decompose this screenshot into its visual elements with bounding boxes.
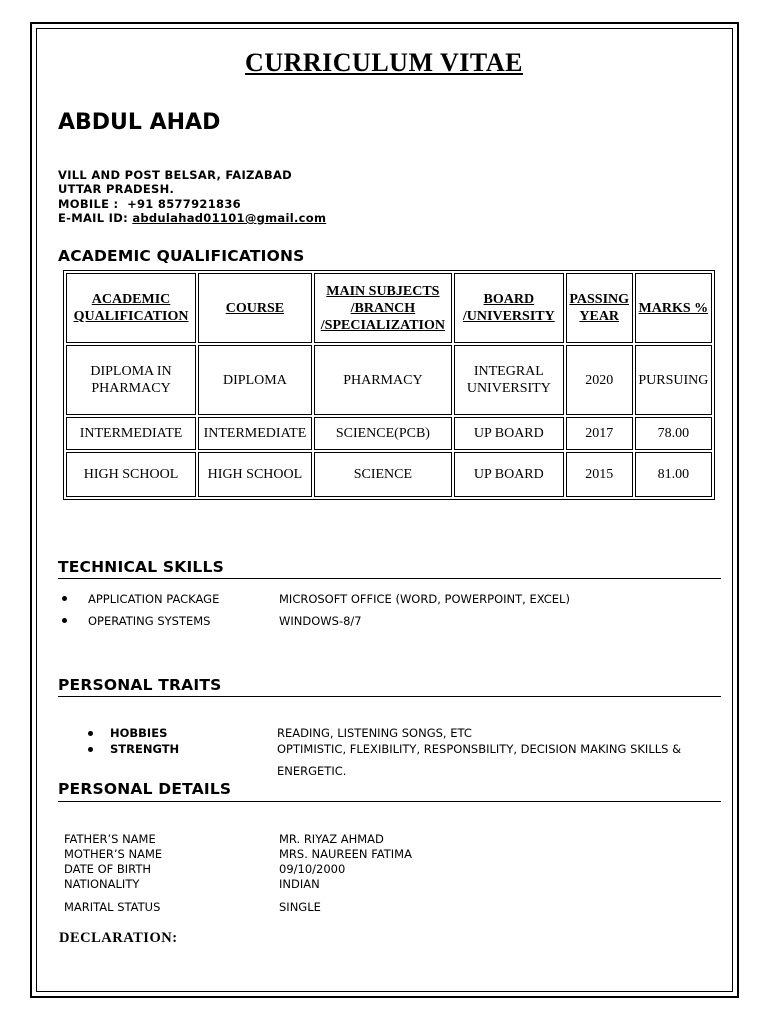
table-row: [66, 345, 712, 415]
academic-heading: ACADEMIC QUALIFICATIONS: [58, 247, 305, 265]
trait-value: OPTIMISTIC, FLEXIBILITY, RESPONSBILITY, DECISION MAKING SKILLS &: [277, 742, 682, 756]
skill-label: APPLICATION PACKAGE: [88, 592, 220, 606]
skill-value: MICROSOFT OFFICE (WORD, POWERPOINT, EXCEL): [279, 592, 570, 606]
mobile-label: MOBILE :: [58, 197, 128, 211]
bullet-icon: [88, 731, 93, 736]
trait-value-continued: ENERGETIC.: [277, 764, 347, 778]
table-cell: 81.00: [635, 452, 712, 497]
candidate-name: ABDUL AHAD: [58, 110, 221, 135]
bullet-icon: [88, 747, 93, 752]
table-header-row: [66, 273, 712, 343]
personal-traits-heading: PERSONAL TRAITS: [58, 676, 222, 694]
table-cell: DIPLOMA: [198, 345, 312, 415]
col-header-marks: MARKS %: [635, 273, 712, 343]
detail-label: DATE OF BIRTH: [64, 862, 152, 876]
detail-value: INDIAN: [279, 877, 320, 891]
declaration-heading: DECLARATION:: [59, 930, 178, 946]
email-link[interactable]: abdulahad01101@gmail.com: [132, 211, 327, 225]
table-cell: HIGH SCHOOL: [198, 452, 312, 497]
table-row: [66, 417, 712, 450]
detail-label: FATHER’S NAME: [64, 832, 156, 846]
table-cell: 78.00: [635, 417, 712, 450]
table-cell: SCIENCE(PCB): [314, 417, 452, 450]
table-row: [66, 452, 712, 497]
trait-label: STRENGTH: [110, 742, 180, 756]
table-cell: INTERMEDIATE: [198, 417, 312, 450]
table-cell: SCIENCE: [314, 452, 452, 497]
col-header-board: BOARD /UNIVERSITY: [454, 273, 564, 343]
qualifications-table: [63, 270, 715, 500]
table-cell: HIGH SCHOOL: [66, 452, 196, 497]
personal-details-heading: PERSONAL DETAILS: [58, 780, 232, 798]
table-cell: PHARMACY: [314, 345, 452, 415]
table-cell: INTERMEDIATE: [66, 417, 196, 450]
table-cell: DIPLOMA IN PHARMACY: [66, 345, 196, 415]
table-cell: UP BOARD: [454, 417, 564, 450]
detail-value: MR. RIYAZ AHMAD: [279, 832, 384, 846]
detail-label: MOTHER’S NAME: [64, 847, 163, 861]
table-cell: 2020: [566, 345, 633, 415]
address-line-2: UTTAR PRADESH.: [58, 182, 175, 196]
address-line-1: VILL AND POST BELSAR, FAIZABAD: [58, 168, 292, 182]
detail-value: 09/10/2000: [279, 862, 346, 876]
email-label: E-MAIL ID:: [58, 211, 133, 225]
detail-value: SINGLE: [279, 900, 321, 914]
mobile-line: [58, 197, 241, 211]
section-divider: [58, 696, 721, 697]
detail-value: MRS. NAUREEN FATIMA: [279, 847, 412, 861]
detail-label: MARITAL STATUS: [64, 900, 161, 914]
mobile-number: +91 8577921836: [127, 197, 241, 211]
skill-value: WINDOWS-8/7: [279, 614, 362, 628]
email-line: [58, 211, 326, 225]
table-cell: 2017: [566, 417, 633, 450]
col-header-qualification: ACADEMIC QUALIFICATION: [66, 273, 196, 343]
table-cell: 2015: [566, 452, 633, 497]
col-header-course: COURSE: [198, 273, 312, 343]
bullet-icon: [62, 618, 67, 623]
table-cell: INTEGRAL UNIVERSITY: [454, 345, 564, 415]
bullet-icon: [62, 596, 67, 601]
table-cell: PURSUING: [635, 345, 712, 415]
section-divider: [58, 578, 721, 579]
detail-label: NATIONALITY: [64, 877, 140, 891]
table-cell: UP BOARD: [454, 452, 564, 497]
document-title: CURRICULUM VITAE: [245, 48, 523, 77]
col-header-year: PASSING YEAR: [566, 273, 633, 343]
section-divider: [58, 801, 721, 802]
technical-skills-heading: TECHNICAL SKILLS: [58, 558, 224, 576]
col-header-subjects: MAIN SUBJECTS /BRANCH /SPECIALIZATION: [314, 273, 452, 343]
trait-value: READING, LISTENING SONGS, ETC: [277, 726, 472, 740]
skill-label: OPERATING SYSTEMS: [88, 614, 211, 628]
trait-label: HOBBIES: [110, 726, 168, 740]
